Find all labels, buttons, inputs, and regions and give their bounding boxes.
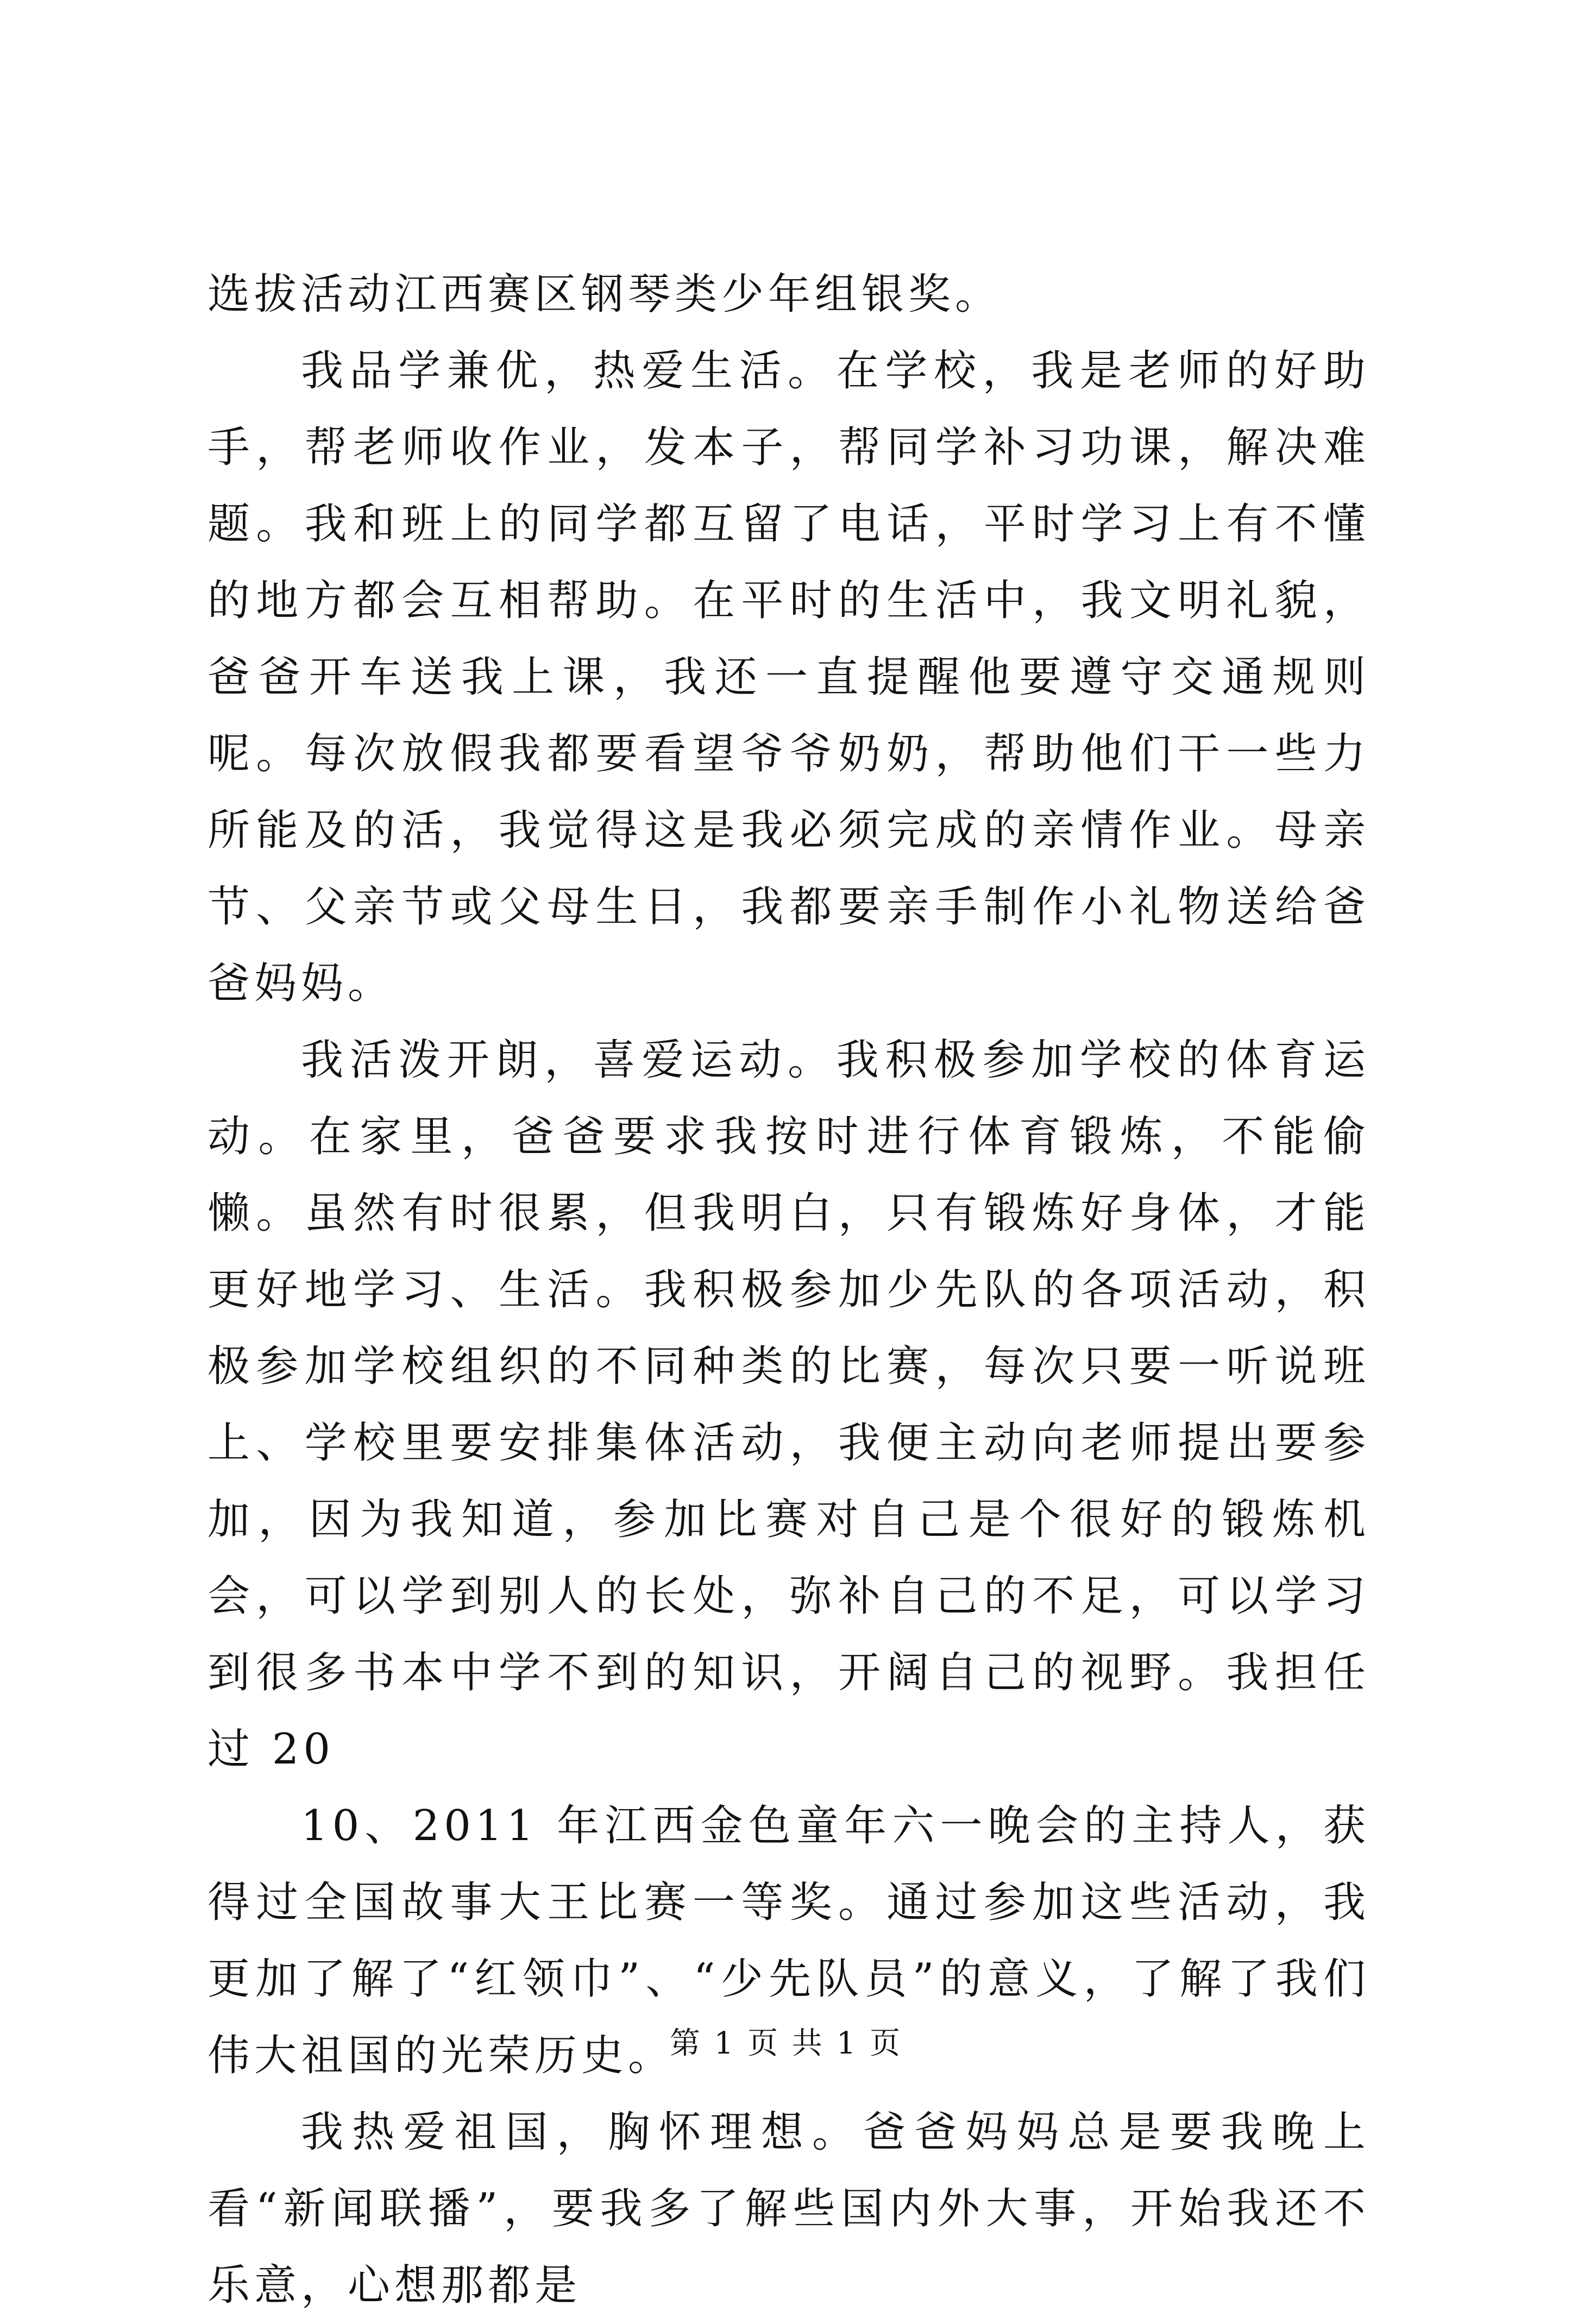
page-footer: 第 1 页 共 1 页 [669, 2026, 903, 2061]
document-body [207, 256, 1370, 2324]
paragraph-4: 10、2011 年江西金色童年六一晚会的主持人，获得过全国故事大王比赛一等奖。通过参加这些活动，我更加了解了“红领巾”、“少先队员”的意义，了解了我们伟大祖国的光荣历史。 [207, 1802, 1370, 2080]
paragraph-1: 选拔活动江西赛区钢琴类少年组银奖。 [207, 270, 1002, 319]
paragraph-3: 我活泼开朗，喜爱运动。我积极参加学校的体育运动。在家里，爸爸要求我按时进行体育锻炼，不能偷懒。虽然有时很累，但我明白，只有锻炼好身体，才能更好地学习、生活。我积极参加少先队的各项活动，积极参加学校组织的不同种类的比赛，每次只要一听说班上、学校里要安排集体活动，我便主动向老师提出要参加，因为我知道，参加比赛对自己是个很好的锻炼机会，可以学到别人的长处，弥补自己的不足，可以学习到很多书本中学不到的知识，开阔自己的视野。我担任过 20 [207, 1036, 1370, 1774]
paragraph-5: 我热爱祖国，胸怀理想。爸爸妈妈总是要我晚上看“新闻联播”，要我多了解些国内外大事，开始我还不乐意，心想那都是 [207, 2108, 1370, 2310]
paragraph-2: 我品学兼优，热爱生活。在学校，我是老师的好助手，帮老师收作业，发本子，帮同学补习功课，解决难题。我和班上的同学都互留了电话，平时学习上有不懂的地方都会互相帮助。在平时的生活中，我文明礼貌，爸爸开车送我上课，我还一直提醒他要遵守交通规则呢。每次放假我都要看望爷爷奶奶，帮助他们干一些力所能及的活，我觉得这是我必须完成的亲情作业。母亲节、父亲节或父母生日，我都要亲手制作小礼物送给爸爸妈妈。 [207, 347, 1370, 1008]
